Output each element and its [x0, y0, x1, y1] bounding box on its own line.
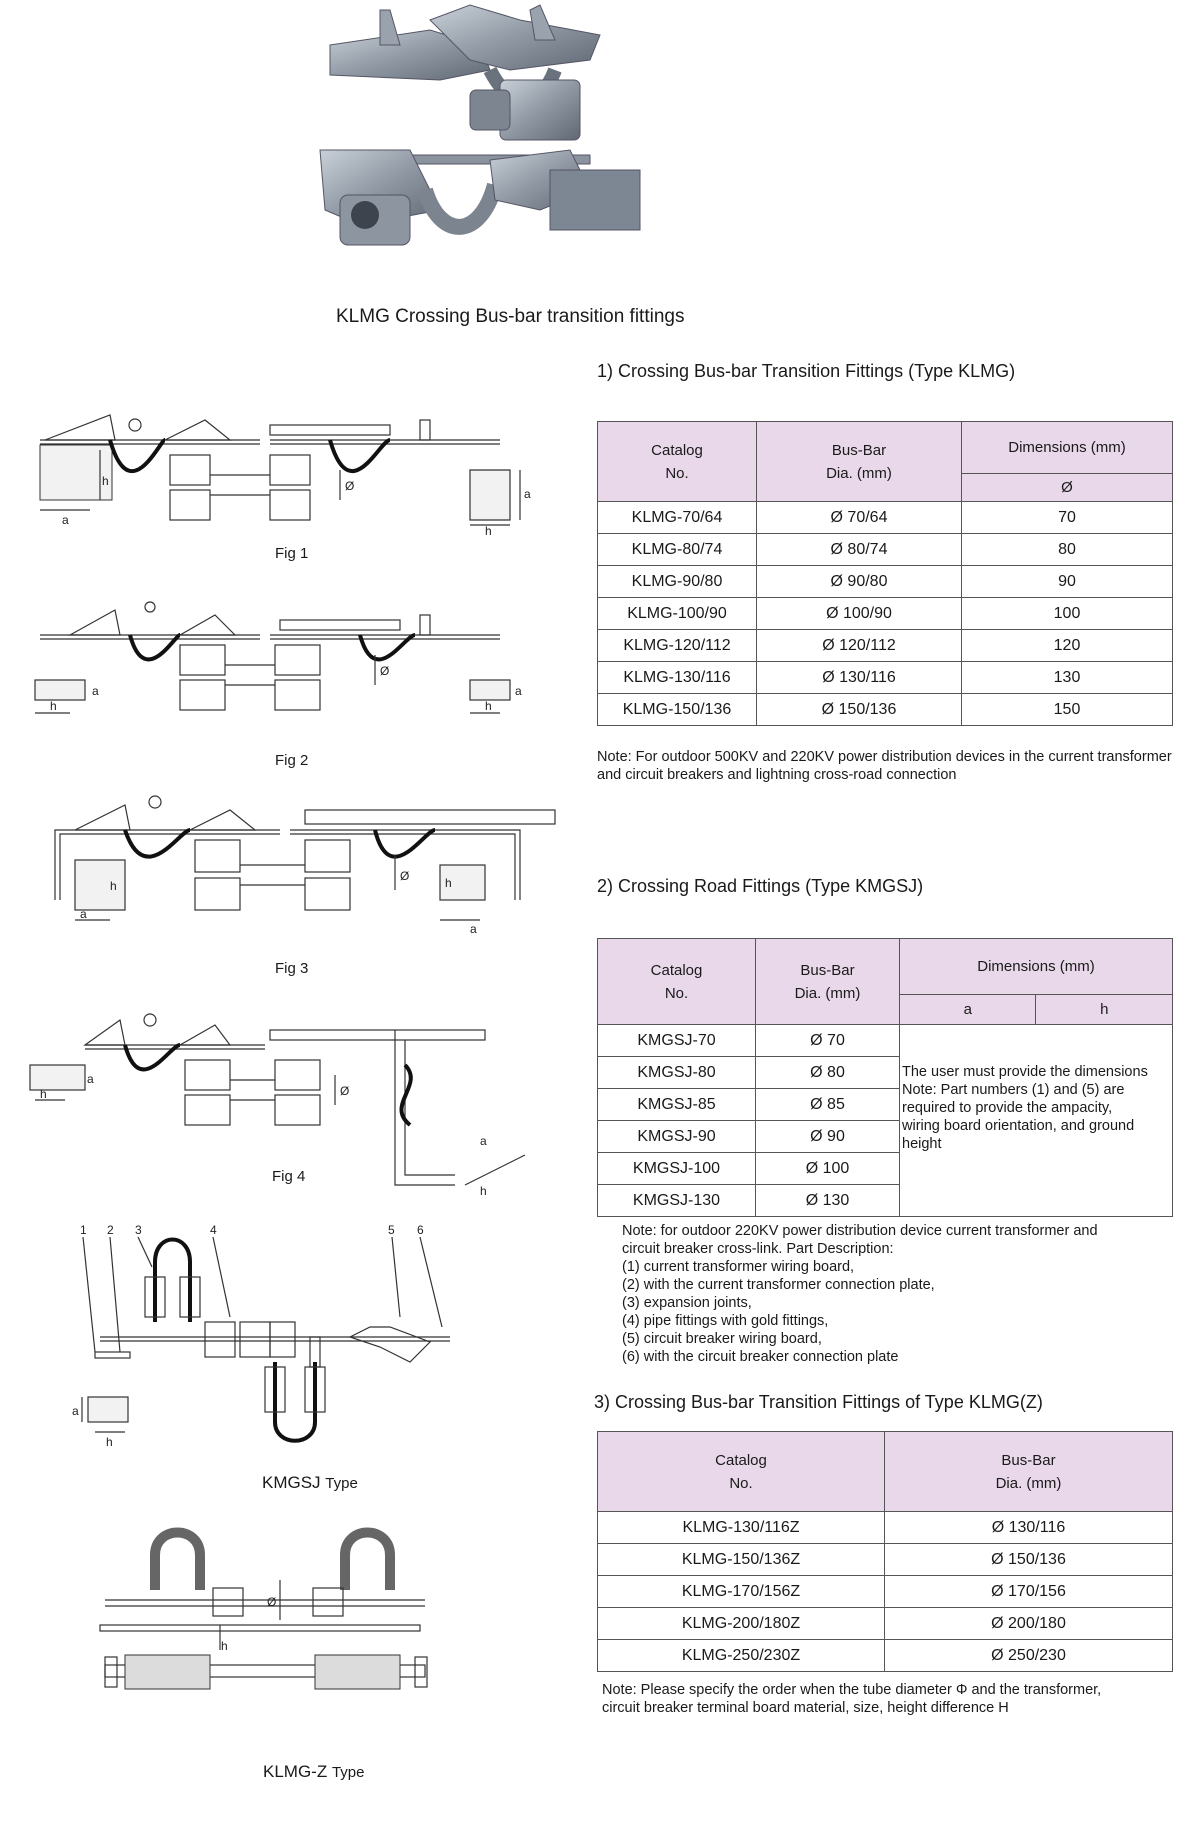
fig1-dim-a2: a [524, 487, 531, 501]
fig3-dim-h: h [110, 879, 117, 893]
fig3-drawing [30, 790, 550, 940]
klmg-dimensions-header: Dimensions (mm) [962, 422, 1173, 474]
part-5-label: 5 [388, 1223, 395, 1237]
kmgsj-catalog-header: Catalog No. [598, 939, 756, 1025]
kmgsj-dimensions-header: Dimensions (mm) [900, 939, 1173, 995]
fig3-dim-a: a [80, 907, 87, 921]
fig3-label: Fig 3 [275, 960, 309, 977]
fig1-dim-a: a [62, 513, 69, 527]
fig4-label: Fig 4 [272, 1168, 306, 1185]
klmgz-dim-phi: Ø [267, 1595, 277, 1609]
klmgz-drawing [95, 1520, 495, 1700]
kmgsj-dim-h: h [106, 1435, 113, 1449]
klmg-catalog-header: Catalog No. [598, 422, 757, 502]
kmgsj-busbar-header: Bus-Bar Dia. (mm) [756, 939, 900, 1025]
table-row: KLMG-250/230Z Ø 250/230 [598, 1640, 1173, 1672]
table-row: KLMG-100/90 Ø 100/90 100 [598, 598, 1173, 630]
part-2-label: 2 [107, 1223, 114, 1237]
fig4-dim-h2: h [480, 1184, 487, 1198]
klmgz-type-name: KLMG-Z [263, 1762, 328, 1781]
klmg-busbar-header: Bus-Bar Dia. (mm) [757, 422, 962, 502]
kmgsj-h-header: h [1036, 995, 1173, 1025]
table-row: KLMG-70/64 Ø 70/64 70 [598, 502, 1173, 534]
fig4-dim-phi: Ø [340, 1084, 350, 1098]
klmgz-type-suffix: Type [331, 1764, 365, 1781]
kmgsj-a-header: a [900, 995, 1036, 1025]
kmgsj-type-label [262, 1473, 358, 1493]
section3-title: 3) Crossing Bus-bar Transition Fittings of Type KLMG(Z) [594, 1392, 1043, 1412]
part-6-label: 6 [417, 1223, 424, 1237]
klmg-phi-header: Ø [962, 474, 1173, 502]
table-row: KLMG-170/156Z Ø 170/156 [598, 1576, 1173, 1608]
fig2-dim-h: h [50, 699, 57, 713]
fig1-dim-h2: h [485, 524, 492, 538]
section2-note: Note: for outdoor 220KV power distribution device current transformer and circuit breaker cross-link. Part Description: (1) current transformer wiring board, (2) with the current transformer connection plate, (3) expansion joints, (4) pipe fittings with gold fittings, (5) circuit breaker wiring board, (6) with the circuit breaker connection plate [622, 1223, 1098, 1365]
fig1-dim-h: h [102, 474, 109, 488]
klmgz-busbar-header: Bus-Bar Dia. (mm) [885, 1432, 1173, 1512]
fig1-label: Fig 1 [275, 545, 309, 562]
part-1-label: 1 [80, 1223, 87, 1237]
section1-title: 1) Crossing Bus-bar Transition Fittings (Type KLMG) [597, 361, 1016, 381]
section1-note: Note: For outdoor 500KV and 220KV power distribution devices in the current transformer and circuit breakers and lightning cross-road connection [597, 749, 1172, 783]
table-row: KLMG-130/116 Ø 130/116 130 [598, 662, 1173, 694]
fig3-dim-a2: a [470, 922, 477, 936]
table-row: KLMG-80/74 Ø 80/74 80 [598, 534, 1173, 566]
table-row: KMGSJ-85 Ø 85 [598, 1089, 1173, 1121]
table-row: KLMG-200/180Z Ø 200/180 [598, 1608, 1173, 1640]
table-row: KMGSJ-130 Ø 130 [598, 1185, 1173, 1217]
fig2-drawing [30, 595, 550, 725]
fitting-lower-image [320, 150, 640, 245]
table-row: KMGSJ-70 Ø 70 The user must provide the dimensions Note: Part numbers (1) and (5) are required to provide the ampacity, wiring board orientation, and ground height [598, 1025, 1173, 1057]
fig1-drawing [30, 400, 550, 538]
fig2-label: Fig 2 [275, 752, 309, 769]
section2-title: 2) Crossing Road Fittings (Type KMGSJ) [597, 876, 924, 896]
fig4-dim-a: a [87, 1072, 94, 1086]
kmgsj-merged-note: The user must provide the dimensions Note: Part numbers (1) and (5) are required to provide the ampacity, wiring board orientation, and ground height [900, 1025, 1173, 1217]
fig4-dim-a2: a [480, 1134, 487, 1148]
fitting-upper-image [330, 5, 600, 140]
table-row: KMGSJ-100 Ø 100 [598, 1153, 1173, 1185]
part-3-label: 3 [135, 1223, 142, 1237]
fig3-dim-phi: Ø [400, 869, 410, 883]
section3-note: Note: Please specify the order when the tube diameter Φ and the transformer, circuit breaker terminal board material, size, height difference H [602, 1682, 1102, 1716]
fig2-dim-phi: Ø [380, 664, 390, 678]
table-row: KLMG-130/116Z Ø 130/116 [598, 1512, 1173, 1544]
table-row: KLMG-150/136 Ø 150/136 150 [598, 694, 1173, 726]
kmgsj-type-name: KMGSJ [262, 1473, 321, 1492]
table-row: KMGSJ-80 Ø 80 [598, 1057, 1173, 1089]
table-row: KLMG-120/112 Ø 120/112 120 [598, 630, 1173, 662]
kmgsj-drawing [70, 1222, 490, 1452]
fig2-dim-a: a [92, 684, 99, 698]
kmgsj-table [597, 938, 1173, 1217]
fig2-dim-h2: h [485, 699, 492, 713]
part-4-label: 4 [210, 1223, 217, 1237]
klmgz-catalog-header: Catalog No. [598, 1432, 885, 1512]
klmgz-type-label [263, 1762, 365, 1782]
product-photo [320, 0, 720, 300]
fig3-dim-h2: h [445, 876, 452, 890]
kmgsj-dim-a: a [72, 1404, 79, 1418]
kmgsj-type-suffix: Type [325, 1475, 358, 1492]
klmgz-dim-h: h [221, 1639, 228, 1653]
klmgz-table [597, 1431, 1173, 1672]
klmg-table [597, 421, 1173, 726]
fig1-dim-phi: Ø [345, 479, 355, 493]
table-row: KMGSJ-90 Ø 90 [598, 1121, 1173, 1153]
photo-caption: KLMG Crossing Bus-bar transition fittings [336, 306, 685, 327]
table-row: KLMG-90/80 Ø 90/80 90 [598, 566, 1173, 598]
fig4-dim-h: h [40, 1087, 47, 1101]
table-row: KLMG-150/136Z Ø 150/136 [598, 1544, 1173, 1576]
fig2-dim-a2: a [515, 684, 522, 698]
